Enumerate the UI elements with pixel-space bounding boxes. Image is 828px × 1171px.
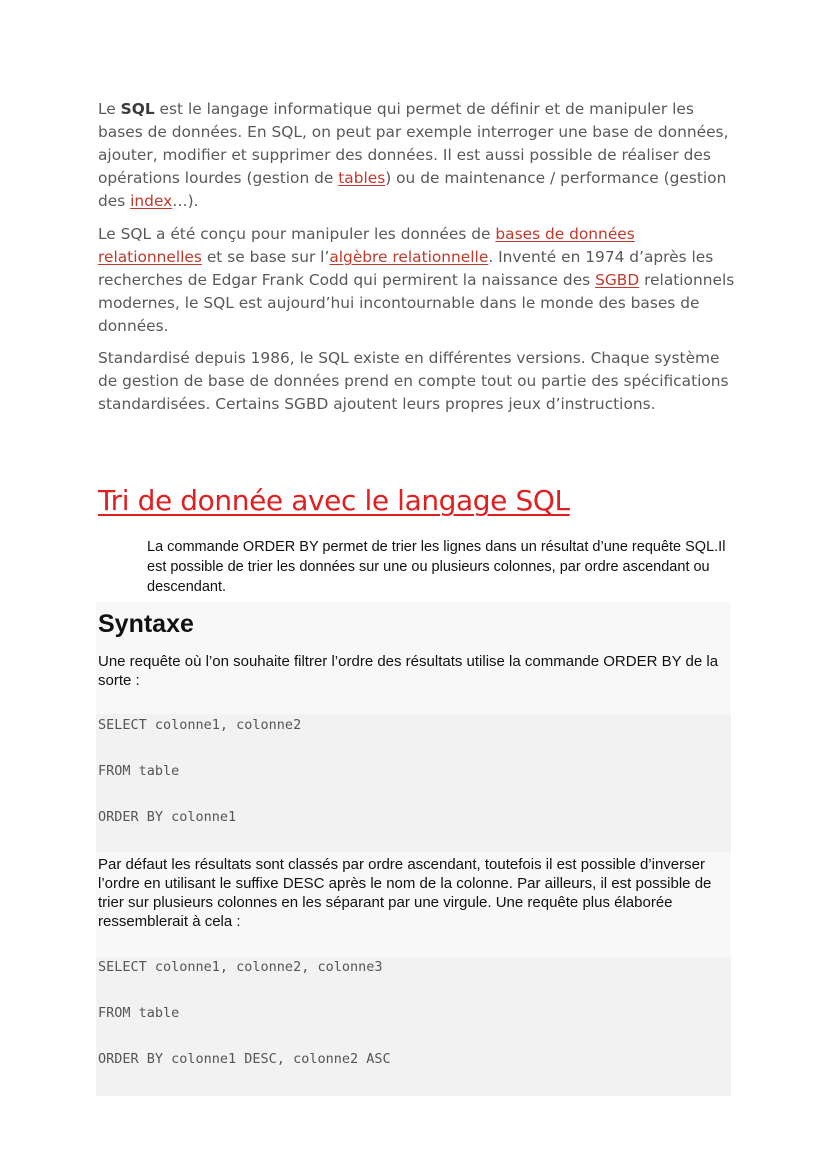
syntaxe-heading: Syntaxe	[98, 610, 194, 638]
syntaxe-description-1: Une requête où l’on souhaite filtrer l’ordre des résultats utilise la commande ORDER BY de la sorte :	[98, 653, 719, 689]
link-algebre-relationnelle[interactable]: algèbre relationnelle	[329, 248, 489, 266]
intro-paragraph-2	[98, 223, 738, 338]
link-sgbd[interactable]: SGBD	[595, 271, 640, 289]
intro-paragraph-3: Standardisé depuis 1986, le SQL existe en différentes versions. Chaque système de gestion de base de données prend en compte tout ou partie des spécifications standardisées. Certains SGBD ajoutent leurs propres jeux d’instructions.	[98, 349, 729, 413]
link-index[interactable]: index	[130, 192, 173, 210]
code-block-1	[96, 714, 731, 852]
section-heading: Tri de donnée avec le langage SQL	[98, 484, 570, 517]
p2-text-4: relationnels modernes, le SQL est aujourd’hui incontournable dans le monde des bases de données.	[98, 271, 735, 335]
code-line: SELECT colonne1, colonne2, colonne3	[98, 959, 383, 975]
code-line: ORDER BY colonne1	[98, 809, 237, 825]
link-tables[interactable]: tables	[338, 169, 386, 187]
p2-text-2: et se base sur l’	[201, 248, 330, 266]
order-by-intro: La commande ORDER BY permet de trier les lignes dans un résultat d’une requête SQL.Il est possible de trier les données sur une ou plusieurs colonnes, par ordre ascendant ou descendant.	[147, 539, 726, 595]
code-line: ORDER BY colonne1 DESC, colonne2 ASC	[98, 1051, 391, 1067]
p1-bold-sql: SQL	[120, 100, 155, 118]
link-bases-de-donnees-relationnelles[interactable]: bases de données relationnelles	[98, 225, 635, 266]
p1-text-4: …).	[172, 192, 199, 210]
code-line: FROM table	[98, 763, 180, 779]
intro-paragraph-1	[98, 98, 738, 213]
code-line: SELECT colonne1, colonne2	[98, 717, 302, 733]
p1-text-2: est le langage informatique qui permet de définir et de manipuler les bases de données. En SQL, on peut par exemple interroger une base de données, ajouter, modifier et supprimer des données. Il est aussi possible de réaliser des opérations lourdes (gestion de	[98, 100, 729, 187]
p1-text-3: ) ou de maintenance / performance (gestion des	[98, 169, 727, 210]
p2-text-3: . Inventé en 1974 d’après les recherches de Edgar Frank Codd qui permirent la naissance des	[98, 248, 714, 289]
syntaxe-description-2: Par défaut les résultats sont classés par ordre ascendant, toutefois il est possible d’inverser l’ordre en utilisant le suffixe DESC après le nom de la colonne. Par ailleurs, il est possible de trier sur plusieurs colonnes en les séparant par une virgule. Une requête plus élaborée ressemblerait à cela :	[98, 856, 712, 930]
code-line: FROM table	[98, 1005, 180, 1021]
p1-text-1: Le	[98, 100, 121, 118]
p2-text-1: Le SQL a été conçu pour manipuler les données de	[98, 225, 496, 243]
code-block-2	[96, 958, 731, 1096]
